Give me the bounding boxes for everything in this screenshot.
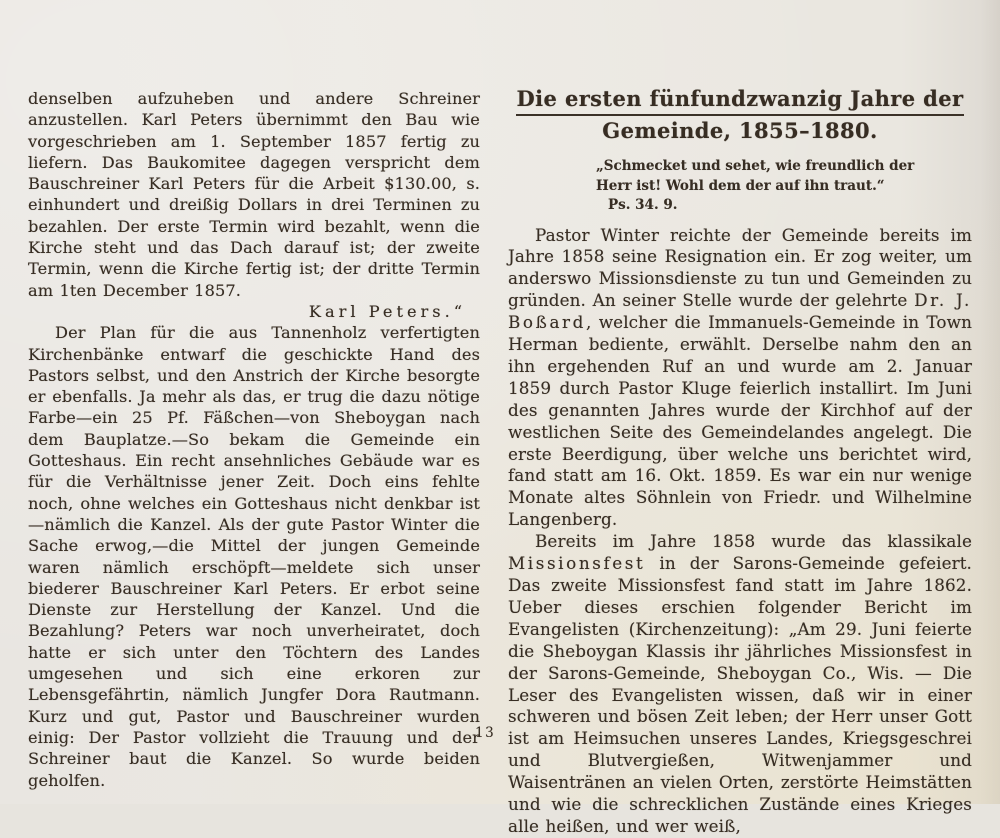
- right-page: [508, 84, 972, 838]
- emphasized-name-bossard: Dr. J. Boßard: [508, 290, 972, 333]
- signature-karl-peters: Karl Peters.“: [308, 301, 466, 321]
- epigraph-text: „Schmecket und sehet, wie freundlich der Herr ist! Wohl dem der auf ihn traut.“: [596, 158, 915, 194]
- paragraph-text-before: Pastor Winter reichte der Gemeinde bereits im Jahre 1858 seine Resignation ein. Er zog weiter, um anderswo Missionsdienste zu tun und Gemeinden zu gründen. An seiner Stelle wurde der gelehrte: [508, 224, 972, 311]
- paragraph-missionsfest: [508, 531, 972, 838]
- paragraph-text-before: Bereits im Jahre 1858 wurde das klassikale: [535, 531, 972, 552]
- paragraph-pastor-change: [508, 225, 972, 532]
- signature-line: [28, 301, 480, 322]
- emphasized-word-missionsfest: Missionsfest: [508, 553, 646, 574]
- page-number: 13: [475, 725, 496, 741]
- chapter-title-line2: Gemeinde, 1855–1880.: [602, 118, 878, 143]
- chapter-title-line1: Die ersten fünfundzwanzig Jahre der: [516, 84, 963, 116]
- left-page: [28, 88, 480, 791]
- paragraph-text-after: in der Sarons-Gemeinde gefeiert. Das zweite Missionsfest fand statt im Jahre 1862. Ueber dieses erschien folgender Bericht im Evangelisten (Kirchenzeitung): „Am 29. Juni feierte die Sheboygan Klassis ihr jährliches Missionsfest in der Sarons-Gemeinde, Sheboygan Co., Wis. — Die Leser des Evangelisten wissen, daß wir in einer schweren und bösen Zeit leben; der Herr unser Gott ist am Heimsuchen unseres Landes, Kriegsgeschrei und Blutvergießen, Witwenjammer und Waisentränen an vielen Orten, zerstörte Heimstätten und wie die schrecklichen Zustände eines Krieges alle heißen, und wer weiß,: [508, 553, 972, 836]
- paragraph-pulpit-story: Der Plan für die aus Tannenholz verfertigten Kirchenbänke entwarf die geschickte Hand des Pastors selbst, und den Anstrich der Kirche besorgte er ebenfalls. Ja mehr als das, er trug die dazu nötige Farbe—ein 25 Pf. Fäßchen—von Sheboygan nach dem Bauplatze.—So bekam die Gemeinde ein Gotteshaus. Ein recht ansehnliches Gebäude war es für die Verhältnisse jener Zeit. Doch eins fehlte noch, ohne welches ein Gotteshaus nicht denkbar ist—nämlich die Kanzel. Als der gute Pastor Winter die Sache erwog,—die Mittel der jungen Gemeinde waren nämlich erschöpft—meldete sich unser biederer Bauschreiner Karl Peters. Er erbot seine Dienste zur Herstellung der Kanzel. Und die Bezahlung? Peters war noch unverheiratet, doch hatte er sich unter den Töchtern des Landes umgesehen und sich eine erkoren zur Lebensgefährtin, nämlich Jungfer Dora Rautmann. Kurz und gut, Pastor und Bauschreiner wurden einig: Der Pastor vollzieht die Trauung und der Schreiner baut die Kanzel. So wurde beiden geholfen.: [28, 323, 480, 790]
- paragraph-text-after: , welcher die Immanuels-Gemeinde in Town Herman bediente, erwählt. Derselbe nahm den an ihn ergehenden Ruf an und wurde am 2. Januar 1859 durch Pastor Kluge feierlich installirt. Im Juni des genannten Jahres wurde der Kirchhof auf der westlichen Seite des Gemeindelandes angelegt. Die erste Beerdigung, über welche uns berichtet wird, fand statt am 16. Okt. 1859. Es war ein nur wenige Monate altes Söhnlein von Friedr. und Wilhelmine Langenberg.: [508, 312, 972, 530]
- paragraph-building-contract: denselben aufzuheben und andere Schreiner anzustellen. Karl Peters übernimmt den Bau wie vorgeschrieben am 1. September 1857 fertig zu liefern. Das Baukomitee dagegen verspricht dem Bauschreiner Karl Peters für die Arbeit $130.00, s. einhundert und dreißig Dollars in drei Terminen zu bezahlen. Der erste Termin wird bezahlt, wenn die Kirche steht und das Dach darauf ist; der zweite Termin, wenn die Kirche fertig ist; der dritte Termin am 1ten December 1857.: [28, 89, 480, 300]
- epigraph: [596, 157, 952, 216]
- epigraph-reference: Ps. 34. 9.: [608, 197, 678, 213]
- chapter-title: [508, 84, 972, 145]
